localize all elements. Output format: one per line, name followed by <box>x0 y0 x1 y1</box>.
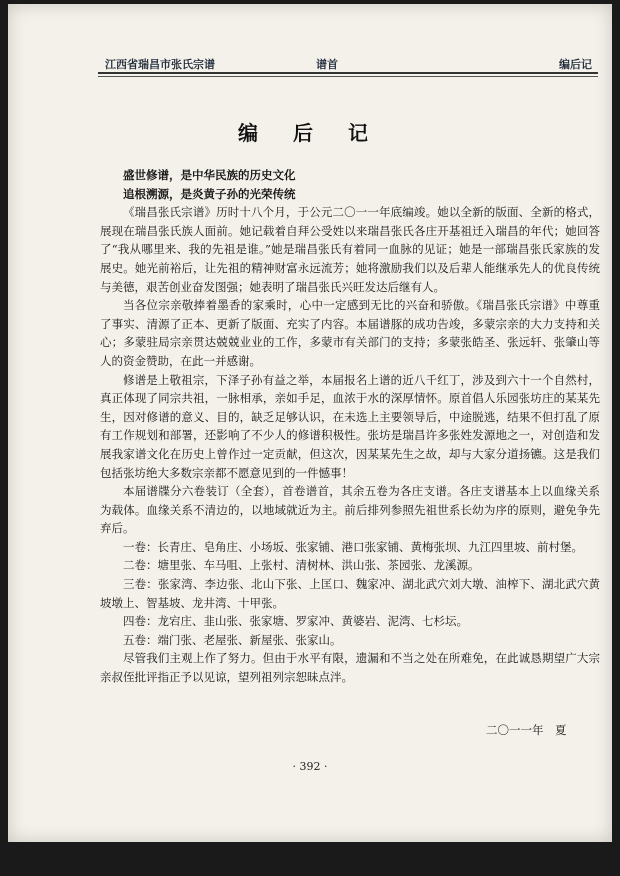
motto-line: 盛世修谱，是中华民族的历史文化 <box>123 168 296 182</box>
page-number: · 392 · <box>292 760 328 773</box>
paragraph: 《瑞昌张氏宗谱》历时十八个月，于公元二〇一一年底编竣。她以全新的版面、全新的格式，展现在瑞昌张氏族人面前。她记载着自拜公受姓以来瑞昌张氏各庄开基祖迁入瑞昌的年代；她回答了“我从哪里来、我的先祖是谁。”她是瑞昌张氏有着同一血脉的见证；她是一部瑞昌张氏家族的发展史。她光前裕后，让先祖的精神财富永远流芳；她将激励我们以及后辈人能继承先人的优良传统与美德，艰苦创业奋发图强；她表明了瑞昌张氏兴旺发达后继有人。 <box>100 205 600 294</box>
volume-list-item: 五卷：端门张、老屋张、新屋张、张家山。 <box>123 632 342 647</box>
date-signature: 二〇一一年 夏 <box>486 723 567 737</box>
book-page <box>8 4 612 842</box>
paragraph: 本届谱牒分六卷装订（全套），首卷谱首，其余五卷为各庄支谱。各庄支谱基本上以血缘关系为载体。血缘关系不清边的，以地域就近为主。前后排列参照先祖世系长幼为序的原则，避免争先弃后。 <box>100 484 600 536</box>
paragraph: 修谱是上敬祖宗，下泽子孙有益之举，本届报名上谱的近八千红丁，涉及到六十一个自然村，真正体现了同宗共祖，一脉相承，亲如手足，血浓于水的深厚情怀。原首倡人乐园张坊庄的某某先生，因对修谱的意义、目的，缺乏足够认识，在未选上主要领导后，中途脱逃，结果不但打乱了原有工作规划和部署，还影响了不少人的修谱积极性。张坊是瑞昌许多张姓发源地之一，对创造和发展我家谱文化在历史上曾作过一定贡献，但这次，因某某先生之故，却与大家分道扬镳。这是我们包括张坊绝大多数宗亲都不愿意见到的一件憾事！ <box>100 372 600 480</box>
header-rule <box>98 72 598 74</box>
volume-list-item: 三卷：张家湾、李边张、北山下张、上匡口、魏家冲、湖北武穴刘大墩、油榨下、湖北武穴黄坡墩上、智基坡、龙井湾、十甲张。 <box>100 577 600 610</box>
paragraph: 当各位宗亲敬捧着墨香的家乘时，心中一定感到无比的兴奋和骄傲。《瑞昌张氏宗谱》中尊重了事实、清源了正本、更新了版面、充实了内容。本届谱豚的成功告竣，多蒙宗亲的大力支持和关心；多蒙驻局宗亲贯达兢兢业业的工作，多蒙市有关部门的支持；多蒙张皓圣、张远轩、张肇山等人的资金赞助，在此一并感谢。 <box>100 298 600 368</box>
header-chapter: 编后记 <box>559 58 592 71</box>
header-rule-thin <box>98 76 598 77</box>
volume-list-item: 二卷：塘里张、车马咀、上张村、清树林、洪山张、茶园张、龙溪源。 <box>123 558 480 573</box>
body-text <box>100 166 600 687</box>
header-book-title: 江西省瑞昌市张氏宗谱 <box>105 58 215 71</box>
volume-list-item: 一卷：长青庄、皂角庄、小场坂、张家铺、港口张家铺、黄梅张坝、九江四里坡、前村堡。 <box>123 539 583 554</box>
motto-line: 追根溯源，是炎黄子孙的光荣传统 <box>123 186 296 201</box>
volume-list-item: 四卷：龙宕庄、韭山张、张家塘、罗家冲、黄婆岩、泥湾、七杉坛。 <box>123 614 468 629</box>
paragraph: 尽管我们主观上作了努力。但由于水平有限，遗漏和不当之处在所难免，在此诚恳期望广大宗亲叔侄批评指正予以见谅，望列祖列宗恕昧点泮。 <box>100 651 600 685</box>
page-title: 编 后 记 <box>238 121 382 145</box>
header-section: 谱首 <box>316 58 338 71</box>
